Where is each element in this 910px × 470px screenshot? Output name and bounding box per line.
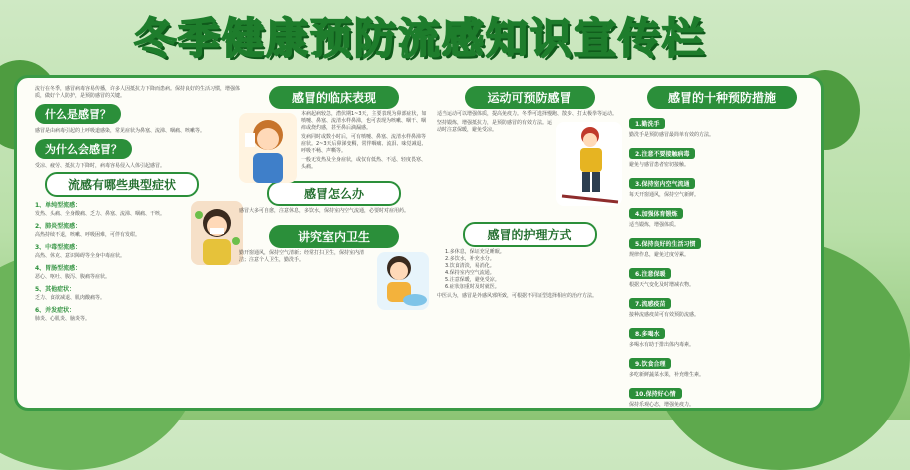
care-tip: 2.多饮水，补充水分。 [445, 256, 495, 262]
prevention-item-title: 4.加强体育锻炼 [629, 208, 683, 219]
prevention-item [629, 351, 815, 379]
prevention-item [629, 171, 815, 199]
care-tip: 5.注意保暖，避免受凉。 [445, 277, 500, 283]
skiing-child-image [556, 122, 622, 206]
coughing-child-illustration [239, 113, 297, 183]
symptom-text: 高热、休克、意识障碍等全身中毒症状。 [35, 253, 126, 259]
symptom-text: 乏力、食欲减退、肌肉酸痛等。 [35, 295, 106, 301]
prevention-item [629, 231, 815, 259]
question-what-is-cold: 什么是感冒？ [35, 104, 121, 124]
symptom-name: 3、中毒型流感： [35, 244, 82, 251]
column-exercise [437, 84, 622, 402]
prevention-item-text: 多吃新鲜蔬菜水果，补充维生素。 [629, 372, 705, 378]
prevention-item [629, 141, 815, 169]
prevention-item-title: 9.饮食合理 [629, 358, 671, 369]
prevention-item [629, 261, 815, 289]
symptom-item [35, 263, 243, 281]
exercise-heading: 运动可预防感冒 [465, 86, 595, 109]
column-intro [35, 84, 243, 402]
answer-why-cold: 受凉、疲劳、抵抗力下降时，病毒容易侵入人体引起感冒。 [35, 163, 166, 169]
prevention-item-text: 保持乐观心态，增强免疫力。 [629, 402, 695, 408]
care-tip: 4.保持室内空气流通。 [445, 270, 495, 276]
prevention-item-title: 3.保持室内空气流通 [629, 178, 695, 189]
child-illustration [191, 201, 243, 265]
prevention-item [629, 321, 815, 349]
care-tip: 6.症状加重时及时就医。 [445, 284, 500, 290]
hand-washing-illustration [377, 252, 429, 310]
prevention-item-title: 6.注意保暖 [629, 268, 671, 279]
what-to-do-text: 感冒大多可自愈，注意休息，多饮水，保持室内空气流通，必要时对症用药。 [239, 208, 410, 214]
column-prevention [629, 84, 815, 408]
prevention-item [629, 201, 815, 229]
prevention-item-title: 5.保持良好的生活习惯 [629, 238, 701, 249]
prevention-item-title: 2.注意不要接触病毒 [629, 148, 695, 159]
symptom-name: 1、单纯型流感： [35, 202, 82, 209]
care-tip: 3.饮食清淡，易消化。 [445, 263, 495, 269]
prevention-item-text: 每天开窗通风，保持空气新鲜。 [629, 192, 700, 198]
indoor-hygiene-heading: 讲究室内卫生 [269, 225, 399, 248]
care-heading: 感冒的护理方式 [463, 222, 597, 247]
prevention-item-title: 1.勤洗手 [629, 118, 665, 129]
answer-what-is-cold: 感冒是由病毒引起的上呼吸道感染，常见症状为鼻塞、流涕、咽痛、咳嗽等。 [35, 128, 206, 134]
clinical-heading: 感冒的临床表现 [269, 86, 399, 109]
question-why-cold: 为什么会感冒？ [35, 139, 132, 159]
prevention-item-text: 适当锻炼，增强体质。 [629, 222, 680, 228]
care-tip: 1.多休息，保证充足睡眠。 [445, 249, 505, 255]
symptom-text: 发热、头痛、全身酸痛、乏力、鼻塞、流涕、咽痛、干咳。 [35, 211, 166, 217]
prevention-item-title: 10.保持好心情 [629, 388, 682, 399]
girl-washing-hands-image [377, 252, 429, 310]
prevention-item-title: 7.流感疫苗 [629, 298, 671, 309]
info-board [14, 75, 824, 411]
symptom-text: 高热持续不退，咳嗽、呼吸困难，可伴有发绀。 [35, 232, 141, 238]
prevention-heading: 感冒的十种预防措施 [647, 86, 797, 109]
symptom-item [35, 305, 243, 323]
intro-text: 流行在冬季，感冒病毒容易传播，许多人因抵抗力下降而患病。保持良好的生活习惯，增强体质，做好个人防护，是预防感冒的关键。 [35, 86, 241, 99]
symptom-item [35, 284, 243, 302]
page-title: 冬季健康预防流感知识宣传栏 [133, 14, 706, 63]
prevention-item-text: 多喝水有助于排出体内毒素。 [629, 342, 695, 348]
what-to-do-heading: 感冒怎么办 [267, 181, 401, 206]
clinical-text-2: 发病同时或数小时后，可有喷嚏、鼻塞、流清水样鼻涕等症状。2~3天后鼻涕变稠，常伴咽痛、流泪、味觉减退、呼吸不畅、声嘶等。 [301, 134, 427, 154]
symptom-text: 肺炎、心肌炎、脑炎等。 [35, 316, 91, 322]
prevention-item-text: 根据天气变化及时增减衣物。 [629, 282, 695, 288]
care-text: 中医认为，感冒是外感风邪所致，可根据不同证型选择相应的治疗方法。 [437, 293, 598, 299]
prevention-item-text: 规律作息，避免过度劳累。 [629, 252, 690, 258]
exercise-text-1: 适当运动可以增强体质，提高免疫力。冬季可选择慢跑、散步、打太极拳等运动。 [437, 111, 618, 117]
exercise-text-2: 坚持锻炼，增强抵抗力，是预防感冒的有效方法。运动时注意保暖，避免受凉。 [437, 120, 553, 133]
prevention-item [629, 291, 815, 319]
symptom-text: 恶心、呕吐、腹泻、腹痛等症状。 [35, 274, 111, 280]
symptom-name: 6、并发症状： [35, 307, 76, 314]
symptom-name: 5、其他症状： [35, 286, 76, 293]
symptom-name: 2、肺炎型流感： [35, 223, 82, 230]
prevention-item-text: 接种流感疫苗可有效预防流感。 [629, 312, 700, 318]
clinical-text-3: 一般无发热及全身症状，或仅有低热、不适、轻度畏寒、头痛。 [301, 157, 427, 170]
prevention-item-text: 勤洗手是预防感冒最简单有效的方法。 [629, 132, 715, 138]
symptom-name: 4、胃肠型流感： [35, 265, 82, 272]
skier-illustration [556, 122, 622, 206]
column-clinical [239, 84, 429, 402]
coughing-child-image [239, 113, 297, 183]
prevention-item-text: 避免与感冒患者密切接触。 [629, 162, 690, 168]
care-tips-list [437, 249, 622, 291]
prevention-item [629, 111, 815, 139]
symptoms-heading: 流感有哪些典型症状 [45, 172, 199, 197]
sick-child-image [191, 201, 243, 265]
clinical-text-1: 本病起病较急，潜伏期1~3天，主要表现为鼻部症状，如喷嚏、鼻塞、流清水样鼻涕，也可表现为咳嗽、咽干、咽痒或烧灼感，甚至鼻后滴漏感。 [301, 111, 427, 131]
prevention-item [629, 381, 815, 409]
indoor-hygiene-text: 勤开窗通风，保持空气清新；经常打扫卫生，保持室内清洁；注意个人卫生，勤洗手。 [239, 250, 365, 263]
prevention-item-title: 8.多喝水 [629, 328, 665, 339]
